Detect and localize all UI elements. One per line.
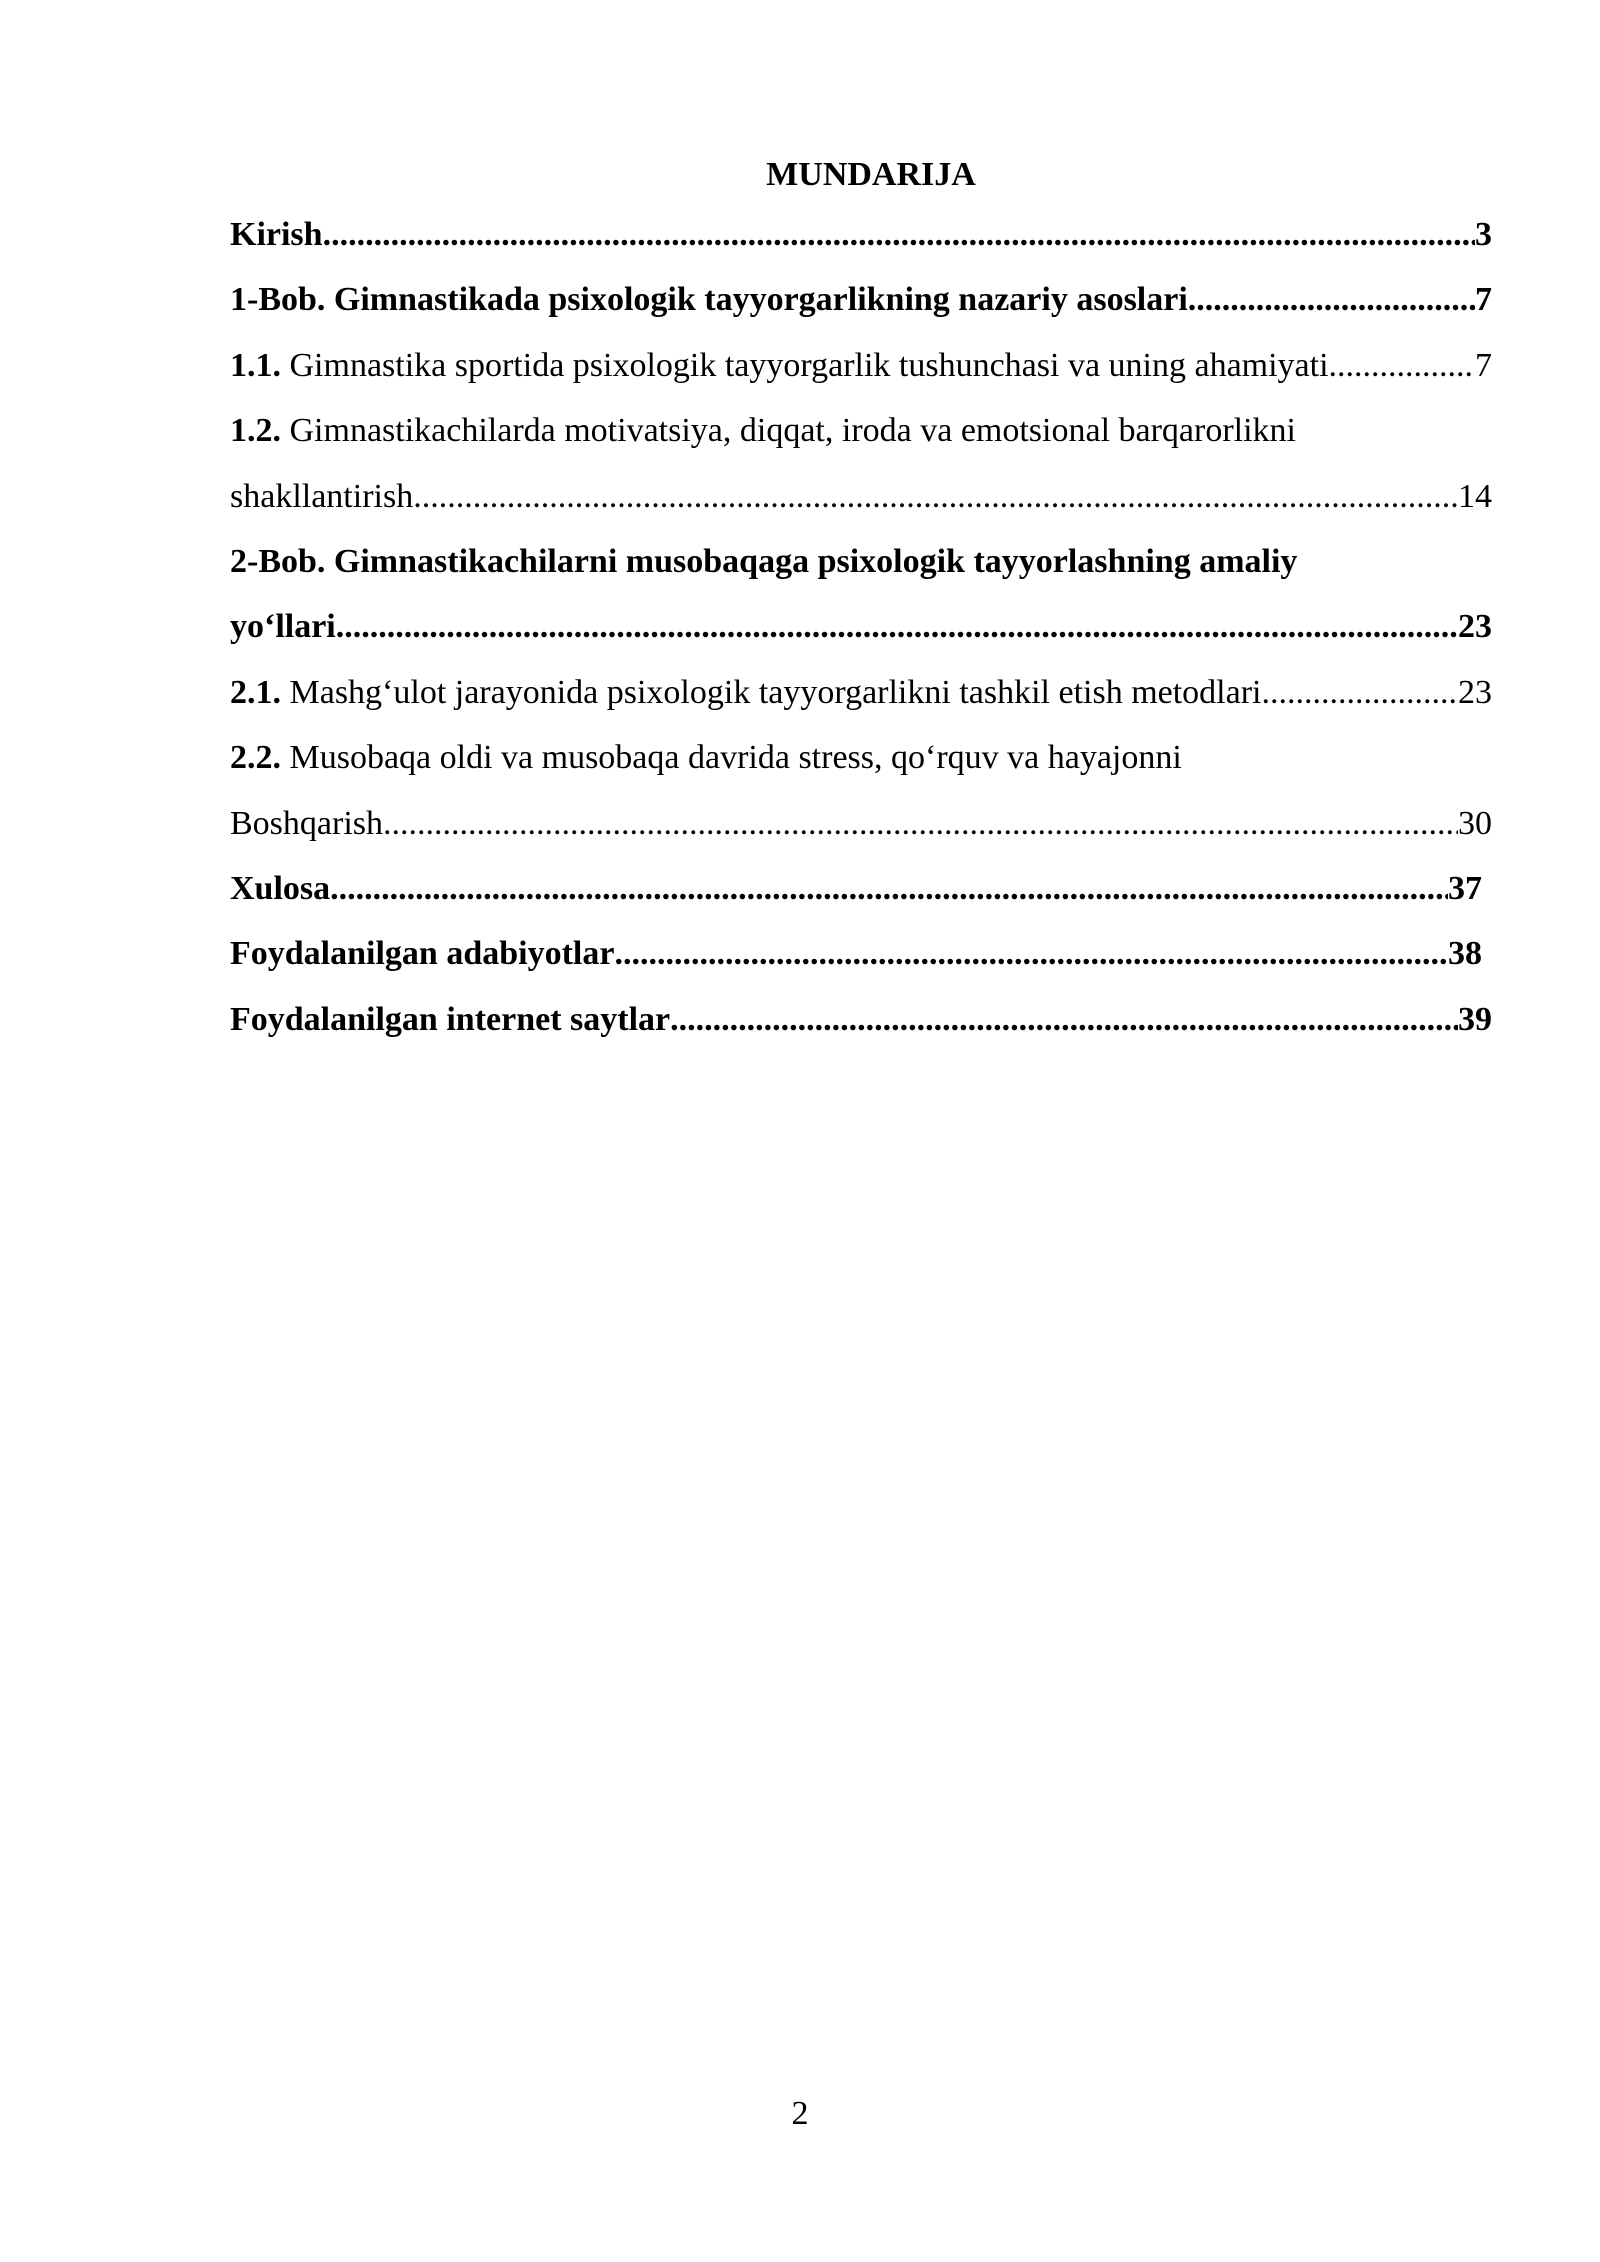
- toc-entry-text: Foydalanilgan internet saytlar: [230, 1000, 671, 1038]
- toc-section-number: 2.1.: [230, 673, 281, 711]
- dot-leader: [383, 791, 1458, 856]
- dot-leader: [1262, 660, 1459, 725]
- dot-leader: [330, 856, 1448, 921]
- toc-entry-text: Gimnastikachilarda motivatsiya, diqqat, iroda va emotsional barqarorlikni: [281, 412, 1297, 450]
- toc-entry-text: Xulosa: [230, 869, 331, 907]
- dot-leader: [1188, 267, 1475, 332]
- toc-entry-page: 14: [1458, 477, 1492, 515]
- toc-entry-section-2-2-continued: [230, 791, 1492, 856]
- toc-section-number: 2.2.: [230, 739, 281, 777]
- toc-entry-text: Kirish: [230, 216, 323, 253]
- dot-leader: [323, 202, 1475, 267]
- toc-entry-section-2-1: [230, 660, 1492, 725]
- toc-section-number: 1.2.: [230, 412, 281, 450]
- dot-leader: [336, 594, 1458, 659]
- toc-entry-page: 39: [1458, 1000, 1492, 1038]
- dot-leader: [1329, 333, 1475, 398]
- toc-entry-section-2-2: [230, 725, 1492, 790]
- toc-entry-chapter-2: [230, 529, 1492, 594]
- toc-entry-xulosa: [230, 856, 1482, 921]
- toc-entry-text-continued: shakllantirish: [230, 477, 414, 515]
- toc-entry-text: Mashg‘ulot jarayonida psixologik tayyorgarlikni tashkil etish metodlari: [281, 673, 1262, 711]
- toc-title: MUNDARIJA: [766, 156, 976, 193]
- toc-entry-text: Musobaqa oldi va musobaqa davrida stress, qo‘rquv va hayajonni: [281, 739, 1182, 777]
- toc-entry-page: 30: [1458, 804, 1492, 842]
- toc-entry-page: 7: [1475, 346, 1492, 384]
- toc-entry-text-continued: Boshqarish: [230, 804, 383, 842]
- toc-entry-page: 38: [1448, 935, 1482, 973]
- toc-entry-section-1-2-continued: [230, 464, 1492, 529]
- toc-entry-section-1-2: [230, 398, 1492, 463]
- toc-entry-text: 1-Bob. Gimnastikada psixologik tayyorgarlikning nazariy asoslari: [230, 281, 1188, 319]
- toc-entry-chapter-2-continued: [230, 594, 1492, 659]
- toc-entry-text: Foydalanilgan adabiyotlar: [230, 935, 615, 973]
- toc-entry-page: 23: [1458, 608, 1492, 646]
- page-number: 2: [791, 2095, 809, 2132]
- toc-entry-text: 2-Bob. Gimnastikachilarni musobaqaga psixologik tayyorlashning amaliy: [230, 542, 1298, 580]
- toc-entry-page: 3: [1475, 216, 1492, 253]
- dot-leader: [413, 464, 1458, 529]
- toc-entry-text: Gimnastika sportida psixologik tayyorgarlik tushunchasi va uning ahamiyati: [281, 346, 1329, 384]
- dot-leader: [670, 987, 1458, 1052]
- toc-entry-page: 23: [1458, 673, 1492, 711]
- toc-entry-kirish: [230, 202, 1492, 267]
- dot-leader: [614, 921, 1448, 986]
- toc-entry-text-continued: yo‘llari: [230, 608, 336, 646]
- toc-entry-page: 37: [1448, 869, 1482, 907]
- toc-entry-section-1-1: [230, 333, 1492, 398]
- toc-entry-websites: [230, 987, 1492, 1052]
- toc-entry-page: 7: [1475, 281, 1492, 319]
- table-of-contents: [230, 148, 1492, 1052]
- toc-entry-references: [230, 921, 1482, 986]
- toc-entry-chapter-1: [230, 267, 1492, 332]
- toc-section-number: 1.1.: [230, 346, 281, 384]
